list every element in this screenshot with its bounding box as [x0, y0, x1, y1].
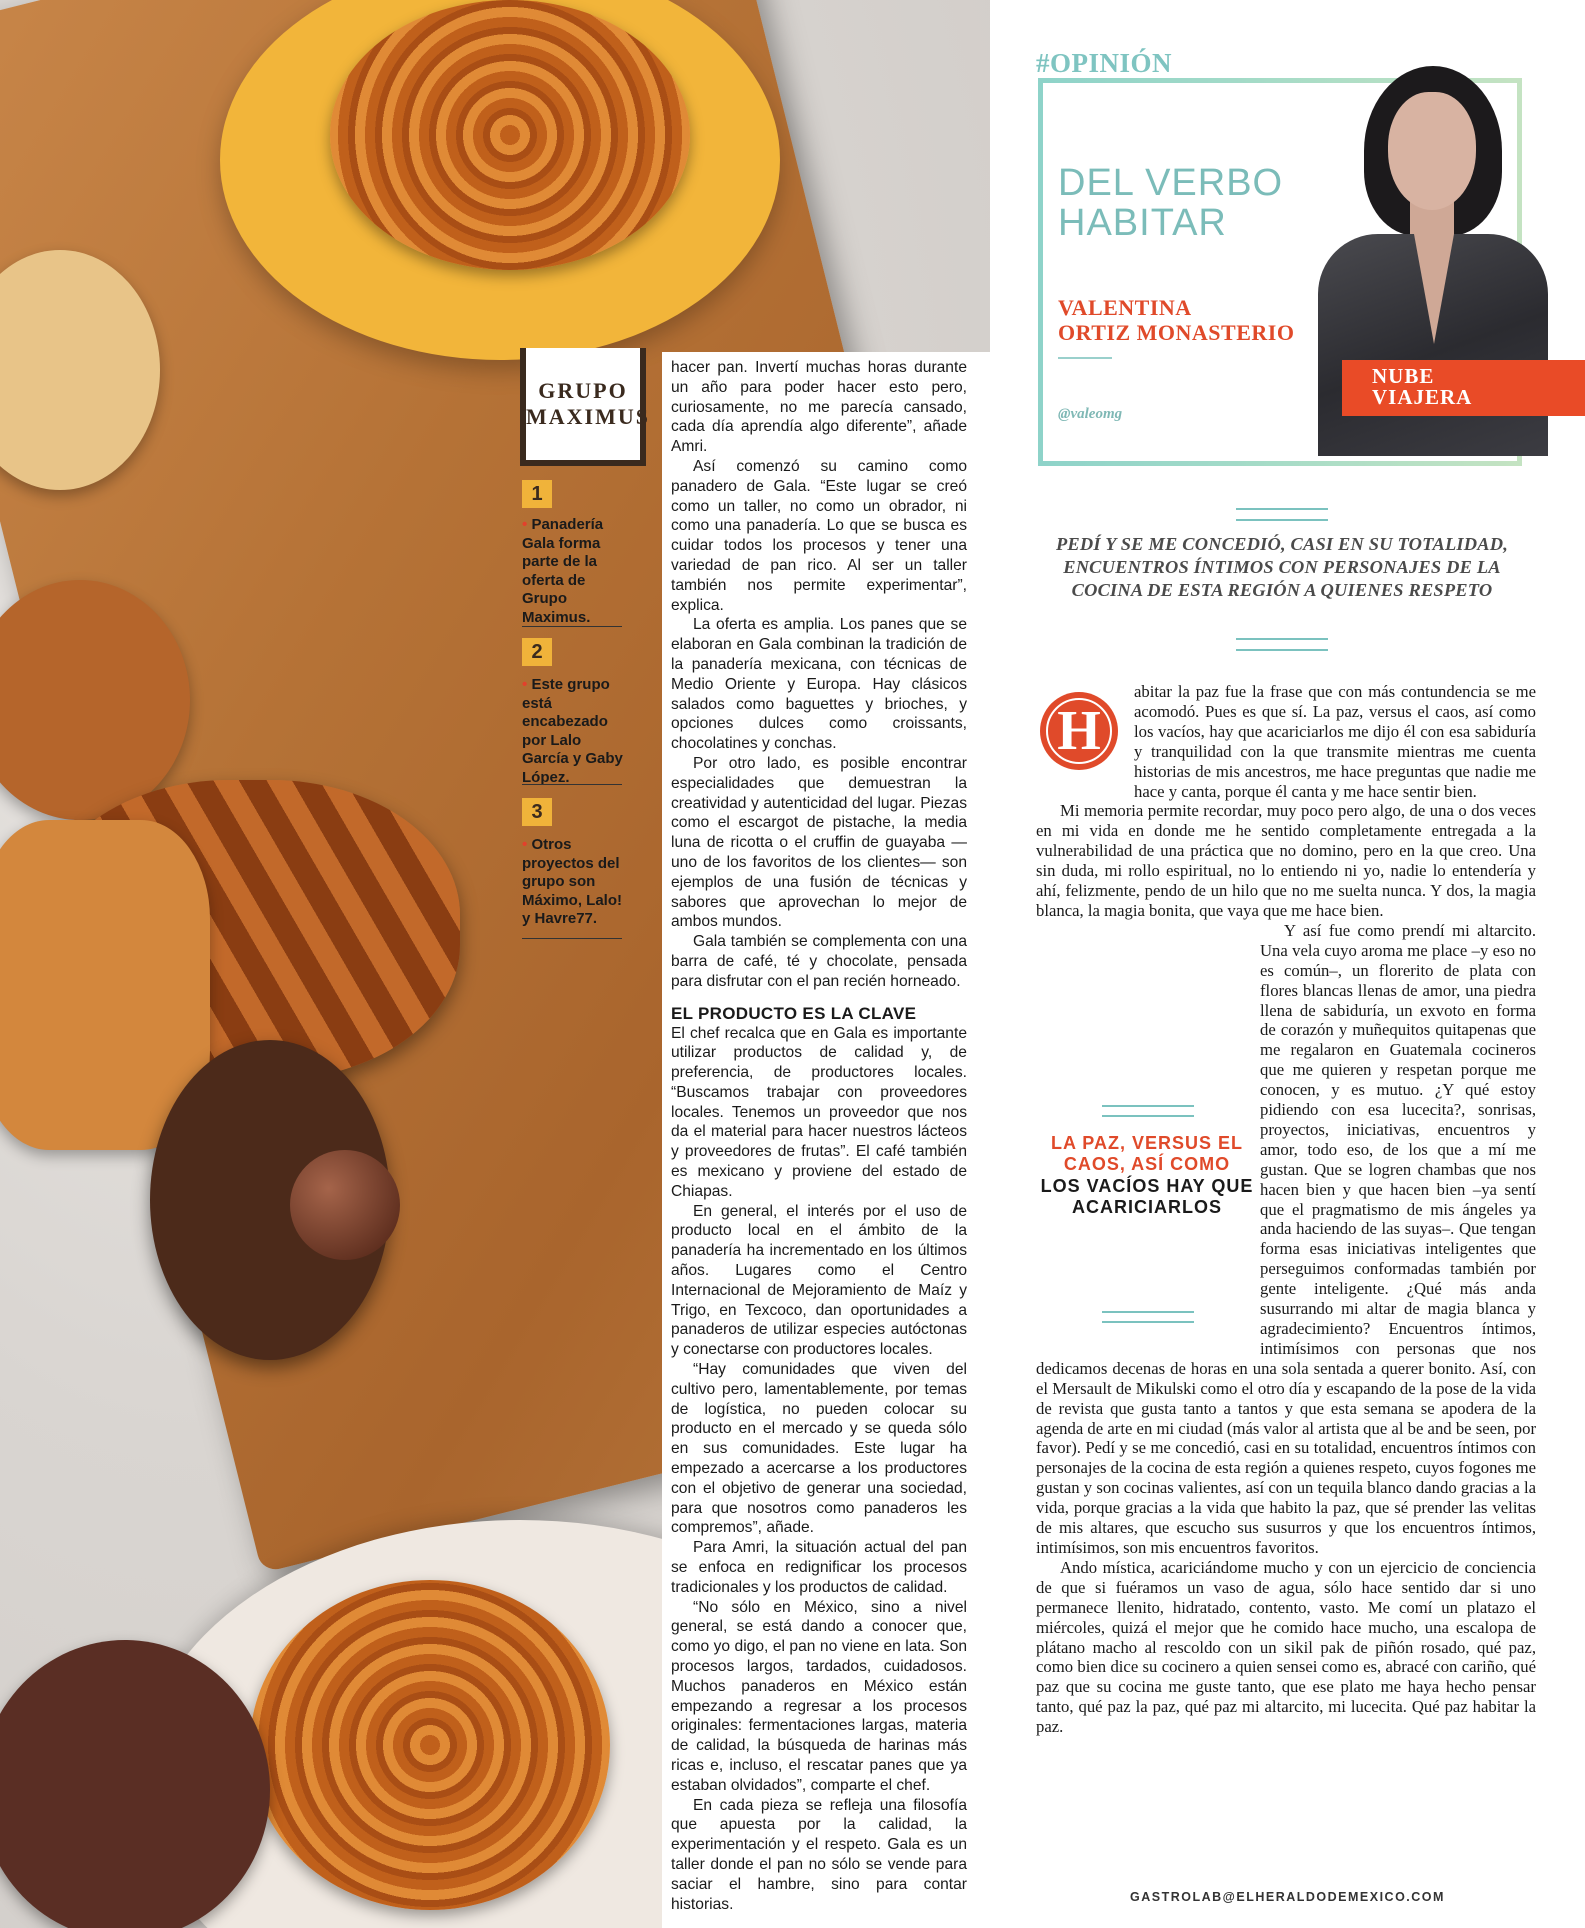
- decorative-rule: [1236, 508, 1328, 521]
- article-paragraph: El chef recalca que en Gala es importante utilizar productos de calidad y, de preferencia, de productores locales. “Buscamos trabajar con proveedores locales. Tenemos un proveedor que nos da el material para hacer nuestros lácteos y proveedores de frutas”. El café también es mexicano y proviene del estado de Chiapas.: [671, 1024, 967, 1200]
- decorative-rule: [1236, 638, 1328, 651]
- chocolate-drop: [290, 1150, 400, 1260]
- portrait-face: [1388, 92, 1476, 210]
- opinion-paragraph: Y así fue como prendí mi altarcito. Una vela cuyo aroma me place –y eso no es común–, un florerito de plata con flores blancas llenas de amor, una piedra llena de sabiduría, un exvoto en forma de corazón y muñequitos quitapenas que me regalaron en Guatemala cocineros que me quieren y respetan porque me conocen, y es mutuo. ¿Y qué estoy pidiendo con esa lucecita?, sonrisas, proyectos, iniciativas, encuentros y amor, todo eso, de los que a mí me gustan. Que se logren chambas que nos hacen bien y que hacen bien –ya sentí que el pragmatismo de mis ángeles ya anda haciendo de las suyas–. Que tengan forma esas iniciativas inteligentes que perseguimos conformadas también por gente inteligente. ¿Qué más anda susurrando mi altar de magia blanca y agradecimiento? Encuentros íntimos, intimísimos con personas que nos dedicamos decenas de horas en una sola sentada a querer bonito. Así, con el Mersault de Mikulski como el otro día y escapando de la pose de la vida de revista que gusta tanto a tantos y que esta semana se apodera de la agenda de arte en mi ciudad (más valor al artista que al be and be seen, por favor). Pedí y se me concedió, casi en su totalidad, encuentros íntimos con personajes de la cocina de esta región a quienes respeto, cuyos fogones me gustan y son cocinas valientes, así con un tequila blanco dando gracias a la vida, porque gracias a la vida que habito la paz, que sé prender las velitas de mis altares, que escucho sus susurros y que los encuentros íntimos, intimísimos, son mis encuentros favoritos.: [1036, 920, 1536, 1557]
- article-paragraph: En general, el interés por el uso de producto local en el ámbito de la panadería ha incrementado en los últimos años. Lugares como el Centro Internacional de Mejoramiento de Maíz y Trigo, en Texcoco, dan oportunidades a panaderos de utilizar especies autóctonas y conectarse con productores locales.: [671, 1202, 967, 1359]
- column-name-line: VIAJERA: [1372, 385, 1473, 409]
- fact-text-1: • Panadería Gala forma parte de la oferta de Grupo Maximus.: [522, 516, 604, 626]
- fact-number-1: 1: [522, 480, 552, 508]
- kicker-line: DEL VERBO: [1058, 162, 1284, 204]
- article-paragraph: Por otro lado, es posible encontrar especialidades que demuestran la creatividad y autenticidad del lugar. Piezas como el escargot de pistache, la media luna de ricotta o el cruffin de guayaba —uno de los favoritos de los clientes— son ejemplos de una fusión de técnicas y sabores que aprovechan lo mejor de ambos mundos.: [671, 754, 967, 931]
- decorative-rule: [1102, 1311, 1194, 1323]
- kicker-line: HABITAR: [1058, 202, 1227, 244]
- fact-number-2: 2: [522, 638, 552, 666]
- article-subhead: EL PRODUCTO ES LA CLAVE: [671, 1003, 917, 1023]
- article-paragraph: La oferta es amplia. Los panes que se elaboran en Gala combinan la tradición de la panadería mexicana, con técnicas de Medio Oriente y Europa. Hay clásicos salados como baguettes y brioches, y opciones dulces como croissants, chocolatines y conchas.: [671, 616, 967, 753]
- decorative-rule: [1102, 1105, 1194, 1117]
- author-divider: [1058, 357, 1112, 359]
- fact-divider: [522, 626, 622, 627]
- column-name: [1372, 366, 1472, 408]
- article-paragraph: hacer pan. Invertí muchas horas durante un año para poder hacer esto pero, curiosamente, no me parecía cansado, cada día aprendía algo diferente”, añade Amri.: [671, 359, 967, 456]
- author-handle: @valeomg: [1058, 406, 1123, 422]
- pull-quote-text: [1034, 1133, 1260, 1219]
- dropcap-letter: H: [1057, 700, 1101, 762]
- sidebar-tag: GRUPO MAXIMUS: [526, 378, 650, 429]
- footer-email: GASTROLAB@ELHERALDODEMEXICO.COM: [1130, 1890, 1445, 1904]
- pull-quote: [1034, 1105, 1260, 1351]
- article-paragraph: “No sólo en México, sino a nivel general, se está dando a conocer que, como yo digo, el pan no viene en lata. Son procesos largos, tardados, cuidadosos. Muchos panaderos en México están empezando a regresar a los procesos originales: fermentaciones largas, materia de calidad, la búsqueda de harinas más ricas e, incluso, el rescatar panes que ya estaban olvidados”, comparte el chef.: [671, 1598, 967, 1794]
- section-hashtag: #OPINIÓN: [1036, 48, 1173, 78]
- column-name-line: NUBE: [1372, 364, 1435, 388]
- author-name: [1058, 295, 1294, 345]
- pastry-roll: [330, 0, 690, 270]
- opinion-deck: PEDÍ Y SE ME CONCEDIÓ, CASI EN SU TOTALIDAD, ENCUENTROS ÍNTIMOS CON PERSONAJES DE LA COCINA DE ESTA REGIÓN A QUIENES RESPETO: [1056, 534, 1508, 600]
- article-column: [668, 358, 967, 1914]
- article-paragraph: Gala también se complementa con una barra de café, té y chocolate, pensada para disfrutar con el pan recién horneado.: [671, 933, 967, 990]
- pastry-roll-bottom: [250, 1580, 610, 1910]
- column-kicker: [1058, 163, 1283, 243]
- fact-divider: [522, 784, 622, 785]
- fact-number-3: 3: [522, 798, 552, 826]
- opinion-paragraph: abitar la paz fue la frase que con más contundencia se me acomodó. Pues es que sí. La paz, versus el caos, así como los vacíos, hay que acariciarlos me dijo él con esa sabiduría y tranquilidad con la que transmite mientras me cuenta historias de mis ancestros, me hace preguntas que nadie me hace y canta, porque él canta y me hace sentir bien.: [1134, 682, 1536, 801]
- article-paragraph: Para Amri, la situación actual del pan se enfoca en redignificar los procesos tradicionales y los productos de calidad.: [671, 1539, 967, 1596]
- fact-text-2: • Este grupo está encabezado por Lalo García y Gaby López.: [522, 676, 623, 786]
- article-paragraph: En cada pieza se refleja una filosofía que apuesta por la calidad, la experimentación y el respeto. Gala es un taller donde el pan no sólo se vende para saciar el hambre, sino para contar historias.: [671, 1796, 967, 1913]
- opinion-body: [1036, 682, 1536, 1737]
- fact-divider: [522, 938, 622, 939]
- article-paragraph: Así comenzó su camino como panadero de Gala. “Este lugar se creó como un taller, no como un obrador, ni como una panadería. Lo que se busca es cuidar todos los procesos y tener una variedad de pan rico. Al ser un taller también nos permite experimentar”, explica.: [671, 457, 967, 614]
- pull-quote-red: LA PAZ, VERSUS EL CAOS, ASÍ COMO: [1050, 1132, 1244, 1175]
- author-line: ORTIZ MONASTERIO: [1058, 320, 1295, 345]
- sidebar-tag-box: [520, 348, 650, 466]
- opinion-paragraph: Ando mística, acariciándome mucho y con un ejercicio de conciencia de que si fuéramos un vaso de agua, sólo hace sentido dar si uno permanece llenito, hidratado, contento, vasto. Me comí un platazo el miércoles, quizá el mejor que he comido hace mucho, una escalopa de plátano macho al rescoldo con un sikil pak de piñón rosado, qué paz, como bien dice su cocinero a quien sensei como es, abracé con cariño, qué paz que su cocina me guste tanto, que ese plato me haya hecho pensar tanto, qué paz la paz, qué paz mi altarcito, mi lucecita. Qué paz habitar la paz.: [1036, 1557, 1536, 1737]
- pull-quote-black: LOS VACÍOS HAY QUE ACARICIARLOS: [1040, 1175, 1254, 1218]
- opinion-paragraph: Mi memoria permite recordar, muy poco pero algo, de una o dos veces en mi vida en donde me he sentido completamente entregada a la vulnerabilidad de una práctica que no domino, pero en la que creo. Una sin duda, mi rollo espiritual, no lo entiendo ni yo, nadie lo entendería y ahí, felizmente, pendo de un hilo que no me suelta nunca. Y dos, la magia blanca, la magia bonita, que vaya que me hace bien.: [1036, 801, 1536, 920]
- author-line: VALENTINA: [1058, 295, 1192, 320]
- article-paragraph: “Hay comunidades que viven del cultivo pero, lamentablemente, por temas de logística, no pueden colocar su producto en el mercado y se queda sólo en sus comunidades. Este lugar ha empezado a acercarse a los productores con el objetivo de generar una sociedad, para que nosotros como panaderos les compremos”, añade.: [671, 1361, 967, 1537]
- fact-text-3: • Otros proyectos del grupo son Máximo, Lalo! y Havre77.: [522, 836, 623, 927]
